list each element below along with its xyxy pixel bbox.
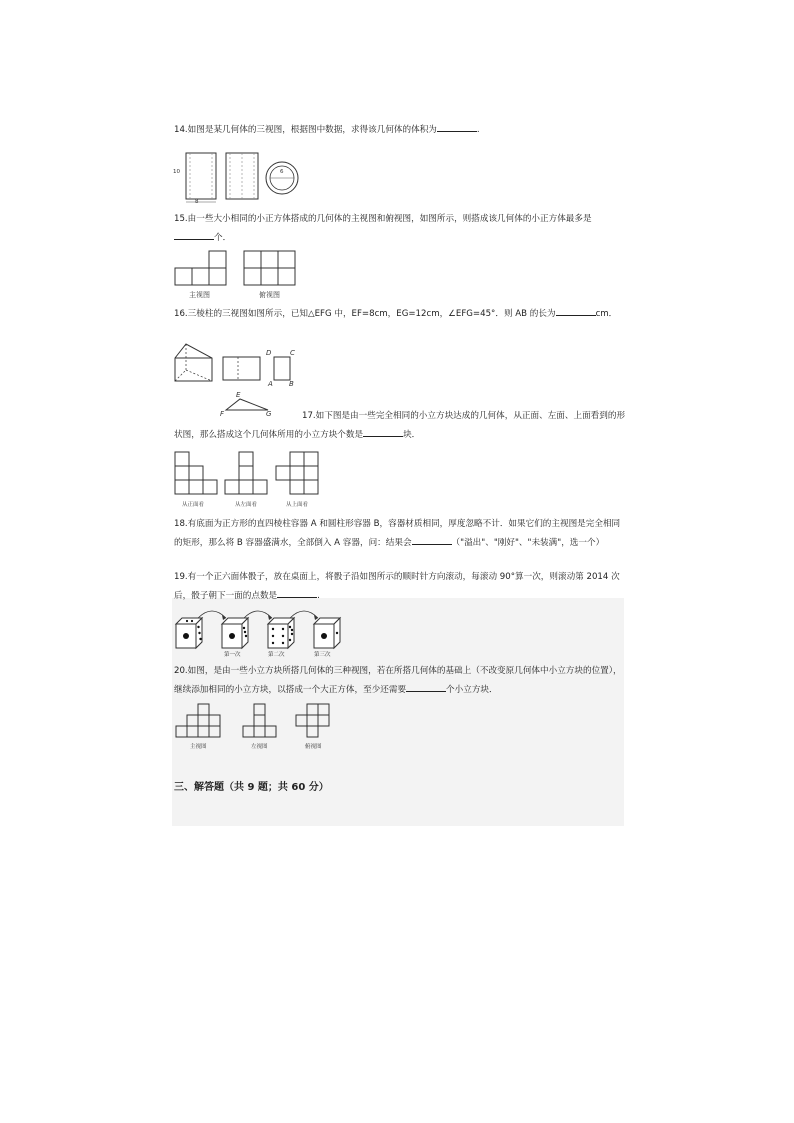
question-17-suffix: 块． (403, 429, 421, 440)
question-15-text: 15.由一些大小相同的小正方体搭成的几何体的主视图和俯视图，如图所示，则搭成该几何体的小正方体最多是 (174, 214, 592, 224)
answer-blank (277, 588, 317, 598)
question-14-text: 14.如图是某几何体的三视图，根据图中数据，求得该几何体的体积为 (174, 125, 437, 135)
q17-front-label: 从正面看 (182, 502, 205, 508)
question-19-text: 19.有一个正六面体骰子，放在桌面上，将骰子沿如图所示的顺时针方向滚动，每滚动 90°算一次，则滚动第 2014 次后，骰子朝下一面的点数是 (174, 572, 620, 601)
q17-views (174, 451, 324, 497)
answer-blank (406, 682, 446, 692)
roll-arrow-2 (244, 611, 272, 618)
die-third (314, 618, 340, 648)
die-second (268, 618, 294, 648)
q17-left-label: 从左面看 (235, 502, 258, 508)
question-17 (174, 407, 626, 444)
q14-height-label: 10 (173, 169, 180, 175)
q14-three-views (172, 150, 302, 206)
q15-top-view (244, 251, 295, 285)
section-3-heading: 三、解答题（共 9 题；共 60 分） (174, 782, 329, 793)
q20-top-view (296, 704, 329, 737)
point-f-label: F (220, 410, 225, 418)
q17-left-view (225, 452, 267, 494)
question-18-suffix: （"溢出"、"刚好"、"未装满"，选一个） (451, 537, 605, 548)
question-18-text: 18.有底面为正方形的直四棱柱容器 A 和圆柱形容器 B，容器材质相同，厚度忽略不计．如果它们的主视图是完全相同的矩形，那么将 B 容器盛满水，全部倒入 A 容器，问：结果会 (174, 519, 621, 548)
q20-left-label: 左视图 (251, 744, 268, 750)
point-g-label: G (266, 410, 272, 418)
question-19-suffix: . (317, 590, 320, 601)
q16-side-view (274, 357, 290, 380)
q14-front-view (186, 153, 216, 202)
q19-dice-sequence (172, 606, 342, 652)
point-c-label: C (290, 349, 295, 357)
question-17-text: 17.如下图是由一些完全相同的小立方块达成的几何体，从正面、左面、上面看到的形状图，那么搭成这个几何体所用的小立方块个数是 (174, 411, 626, 440)
q19-second-label: 第二次 (268, 652, 285, 658)
q20-front-label: 主视图 (190, 744, 207, 750)
die-start (176, 618, 202, 648)
q17-top-label: 从上面看 (286, 502, 309, 508)
question-14 (174, 121, 626, 140)
roll-arrow-3 (290, 611, 318, 618)
q15-top-label: 俯视图 (259, 291, 280, 299)
die-first (222, 618, 248, 648)
q19-third-label: 第三次 (314, 652, 331, 658)
q20-left-view (243, 704, 276, 737)
point-d-label: D (266, 349, 272, 357)
q14-top-view (266, 162, 298, 194)
point-a-label: A (268, 380, 273, 388)
point-e-label: E (236, 391, 241, 399)
q20-top-label: 俯视图 (305, 744, 322, 750)
q17-top-view (276, 452, 318, 494)
question-20-text: 20.如图，是由一些小立方块所搭几何体的三种视图，若在所搭几何体的基础上（不改变原几何体中小立方块的位置），继续添加相同的小立方块，以搭成一个大正方体，至少还需要 (174, 666, 622, 695)
q16-front-view (223, 357, 260, 380)
question-14-suffix: . (476, 125, 480, 135)
answer-blank (556, 306, 596, 316)
question-18 (174, 515, 626, 552)
question-20-suffix: 个小立方块． (446, 684, 498, 695)
q14-side-view (226, 153, 258, 199)
question-19 (174, 568, 626, 605)
question-15 (174, 210, 626, 247)
q15-views (174, 250, 304, 288)
q20-views (174, 703, 334, 741)
q14-width-label: 8 (195, 199, 199, 205)
question-16 (174, 305, 626, 324)
question-20 (174, 662, 626, 699)
q15-front-label: 主视图 (189, 291, 210, 299)
q17-front-view (175, 452, 217, 494)
answer-blank (437, 122, 477, 132)
question-15-suffix: 个． (214, 232, 232, 243)
q14-diameter-label: 6 (280, 169, 284, 175)
answer-blank (174, 230, 214, 240)
q19-first-label: 第一次 (224, 652, 241, 658)
roll-arrow-1 (198, 611, 226, 618)
answer-blank (363, 427, 403, 437)
q20-front-view (176, 704, 220, 737)
question-16-suffix: cm． (595, 309, 618, 319)
point-b-label: B (289, 380, 294, 388)
answer-blank (412, 535, 452, 545)
q15-front-view (175, 251, 226, 285)
q16-prism (175, 344, 212, 381)
question-16-text: 16.三棱柱的三视图如图所示，已知△EFG 中，EF=8cm，EG=12cm，∠EFG=45°．则 AB 的长为 (174, 309, 556, 319)
